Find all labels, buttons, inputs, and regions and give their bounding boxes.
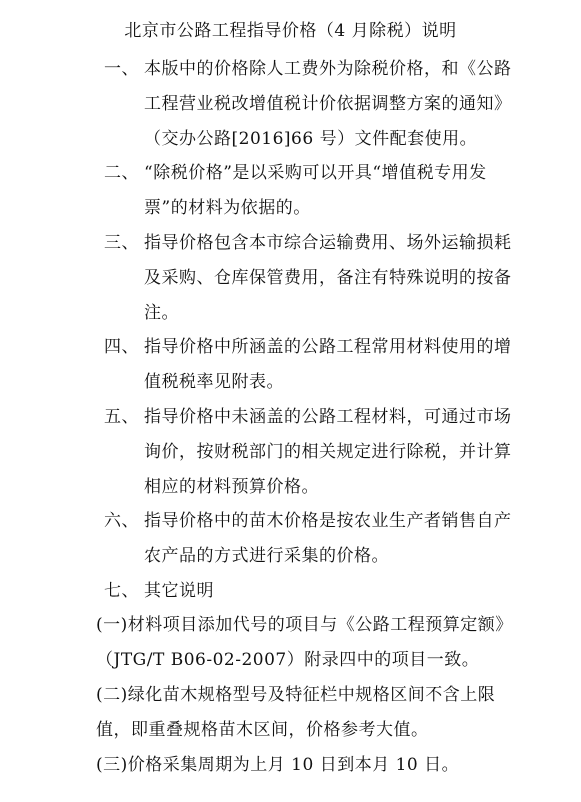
document-title: 北京市公路工程指导价格（4 月除税）说明 — [124, 21, 457, 41]
item-line: 指导价格中未涵盖的公路工程材料，可通过市场 — [144, 407, 512, 427]
item-line: 相应的材料预算价格。 — [144, 477, 319, 497]
item-text — [144, 574, 524, 609]
sub-item-line: (一)材料项目添加代号的项目与《公路工程预算定额》 — [96, 615, 513, 635]
list-item-3 — [0, 226, 581, 336]
item-text — [144, 400, 524, 505]
item-number: 六、 — [104, 511, 139, 531]
item-number: 二、 — [104, 163, 139, 183]
item-line: （交办公路[2016]66 号）文件配套使用。 — [144, 129, 478, 149]
item-line: 其它说明 — [144, 581, 214, 601]
list-item-1 — [0, 52, 581, 162]
list-item-5 — [0, 400, 581, 510]
item-number: 五、 — [104, 407, 139, 427]
item-text — [144, 504, 524, 574]
item-line: 指导价格中的苗木价格是按农业生产者销售自产 — [144, 511, 512, 531]
item-text — [144, 52, 524, 157]
item-line: 指导价格包含本市综合运输费用、场外运输损耗 — [144, 233, 512, 253]
item-text — [144, 330, 524, 400]
sub-item-line: （JTG/T B06-02-2007）附录四中的项目一致。 — [96, 650, 480, 670]
item-line: 值税税率见附表。 — [144, 372, 284, 392]
sub-item-3 — [96, 748, 526, 783]
sub-item-line: 值，即重叠规格苗木区间，价格参考大值。 — [96, 720, 429, 740]
item-number: 七、 — [104, 581, 139, 601]
sub-item-line: (三)价格采集周期为上月 10 日到本月 10 日。 — [96, 755, 460, 775]
item-line: 工程营业税改增值税计价依据调整方案的通知》 — [144, 94, 512, 114]
sub-item-1 — [96, 608, 526, 678]
item-text — [144, 226, 524, 331]
list-item-7 — [0, 574, 581, 610]
item-line: 票”的材料为依据的。 — [144, 198, 311, 218]
item-line: “除税价格”是以采购可以开具“增值税专用发 — [144, 163, 487, 183]
item-number: 一、 — [104, 59, 139, 79]
item-line: 询价，按财税部门的相关规定进行除税，并计算 — [144, 442, 512, 462]
item-number: 三、 — [104, 233, 139, 253]
item-line: 注。 — [144, 303, 179, 323]
item-line: 指导价格中所涵盖的公路工程常用材料使用的增 — [144, 337, 512, 357]
item-line: 本版中的价格除人工费外为除税价格，和《公路 — [144, 59, 512, 79]
sub-item-2 — [96, 678, 526, 748]
item-line: 及采购、仓库保管费用，备注有特殊说明的按备 — [144, 268, 512, 288]
item-number: 四、 — [104, 337, 139, 357]
item-text — [144, 156, 524, 226]
sub-item-line: (二)绿化苗木规格型号及特征栏中规格区间不含上限 — [96, 685, 496, 705]
item-line: 农产品的方式进行采集的价格。 — [144, 546, 389, 566]
